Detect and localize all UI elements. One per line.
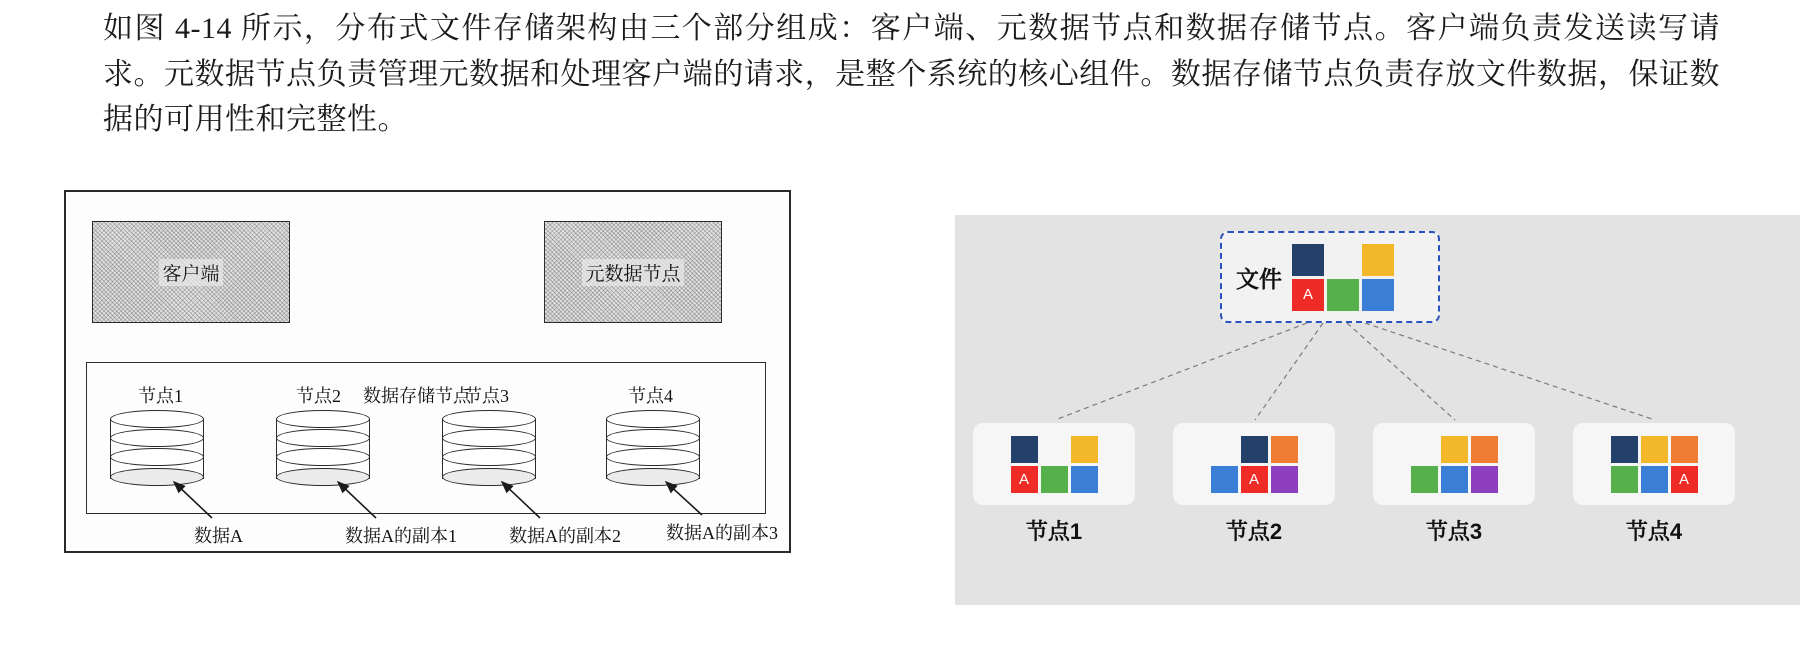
metadata-node-label: 元数据节点 [582, 259, 683, 286]
cylinder-ellipse-top [442, 410, 536, 428]
cylinder-ellipse-mid1 [606, 429, 700, 447]
metadata-node-box [544, 221, 722, 323]
file-label: 文件 [1236, 265, 1282, 292]
cylinder-ellipse-mid2 [442, 448, 536, 466]
node-1-block-4: A [1011, 466, 1038, 493]
cylinder-ellipse-mid1 [442, 429, 536, 447]
node-2-block-4 [1211, 466, 1238, 493]
node-4-block-3 [1671, 436, 1698, 463]
left-node-label-2: 节点2 [296, 386, 341, 406]
left-node-label-3: 节点3 [464, 386, 509, 406]
storage-group-label: 数据存储节点 [363, 386, 471, 406]
cylinder-ellipse-top [110, 410, 204, 428]
disk-cylinder-4 [606, 410, 702, 488]
node-4-block-1 [1611, 436, 1638, 463]
cylinder-ellipse-mid1 [110, 429, 204, 447]
node-3-block-4 [1411, 466, 1438, 493]
node-3-block-2 [1441, 436, 1468, 463]
node-2-block-5: A [1241, 466, 1268, 493]
cylinder-ellipse-bottom [110, 468, 204, 486]
file-block-2 [1327, 244, 1359, 276]
cylinder-ellipse-bottom [442, 468, 536, 486]
client-box-label: 客户端 [159, 259, 222, 286]
node-4-block-6: A [1671, 466, 1698, 493]
node-2-block-6 [1271, 466, 1298, 493]
disk-cylinder-3 [442, 410, 538, 488]
file-block-4: A [1292, 279, 1324, 311]
left-caption-4: 数据A的副本3 [666, 523, 778, 543]
left-node-label-4: 节点4 [628, 386, 673, 406]
node-1-block-1 [1011, 436, 1038, 463]
file-block-6 [1362, 279, 1394, 311]
node-1-block-2 [1041, 436, 1068, 463]
node-2-block-1 [1211, 436, 1238, 463]
node-3-block-3 [1471, 436, 1498, 463]
left-architecture-figure [64, 190, 791, 553]
disk-cylinder-1 [110, 410, 206, 488]
node-card-4 [1573, 423, 1735, 505]
right-replication-figure [955, 215, 1800, 605]
node-2-block-grid [1211, 436, 1298, 493]
node-4-block-grid [1611, 436, 1698, 493]
node-4-block-5 [1641, 466, 1668, 493]
node-card-label-1: 节点1 [1025, 519, 1083, 544]
node-3-block-grid [1411, 436, 1498, 493]
node-2-block-2 [1241, 436, 1268, 463]
disk-cylinder-2 [276, 410, 372, 488]
file-block-3 [1362, 244, 1394, 276]
node-card-label-3: 节点3 [1425, 519, 1483, 544]
body-paragraph [0, 0, 1760, 153]
left-caption-2: 数据A的副本1 [345, 526, 457, 546]
left-caption-3: 数据A的副本2 [509, 526, 621, 546]
node-4-block-4 [1611, 466, 1638, 493]
node-card-2 [1173, 423, 1335, 505]
node-card-label-4: 节点4 [1625, 519, 1683, 544]
file-block-5 [1327, 279, 1359, 311]
file-group [1220, 231, 1440, 323]
cylinder-ellipse-bottom [606, 468, 700, 486]
paragraph-text: 如图 4-14 所示，分布式文件存储架构由三个部分组成：客户端、元数据节点和数据存储节点。客户端负责发送读写请求。元数据节点负责管理元数据和处理客户端的请求，是整个系统的核心组件。数据存储节点负责存放文件数据，保证数据的可用性和完整性。 [103, 12, 1720, 137]
cylinder-ellipse-bottom [276, 468, 370, 486]
file-block-grid [1292, 244, 1394, 311]
left-caption-1: 数据A [194, 526, 243, 546]
node-1-block-grid [1011, 436, 1098, 493]
cylinder-ellipse-top [276, 410, 370, 428]
cylinder-ellipse-mid2 [110, 448, 204, 466]
node-card-3 [1373, 423, 1535, 505]
node-1-block-5 [1041, 466, 1068, 493]
node-3-block-6 [1471, 466, 1498, 493]
node-1-block-3 [1071, 436, 1098, 463]
cylinder-ellipse-top [606, 410, 700, 428]
node-3-block-1 [1411, 436, 1438, 463]
left-node-label-1: 节点1 [138, 386, 183, 406]
node-card-1 [973, 423, 1135, 505]
node-card-label-2: 节点2 [1225, 519, 1283, 544]
cylinder-ellipse-mid2 [606, 448, 700, 466]
node-1-block-6 [1071, 466, 1098, 493]
file-block-1 [1292, 244, 1324, 276]
node-3-block-5 [1441, 466, 1468, 493]
node-2-block-3 [1271, 436, 1298, 463]
client-box [92, 221, 290, 323]
cylinder-ellipse-mid2 [276, 448, 370, 466]
cylinder-ellipse-mid1 [276, 429, 370, 447]
node-4-block-2 [1641, 436, 1668, 463]
